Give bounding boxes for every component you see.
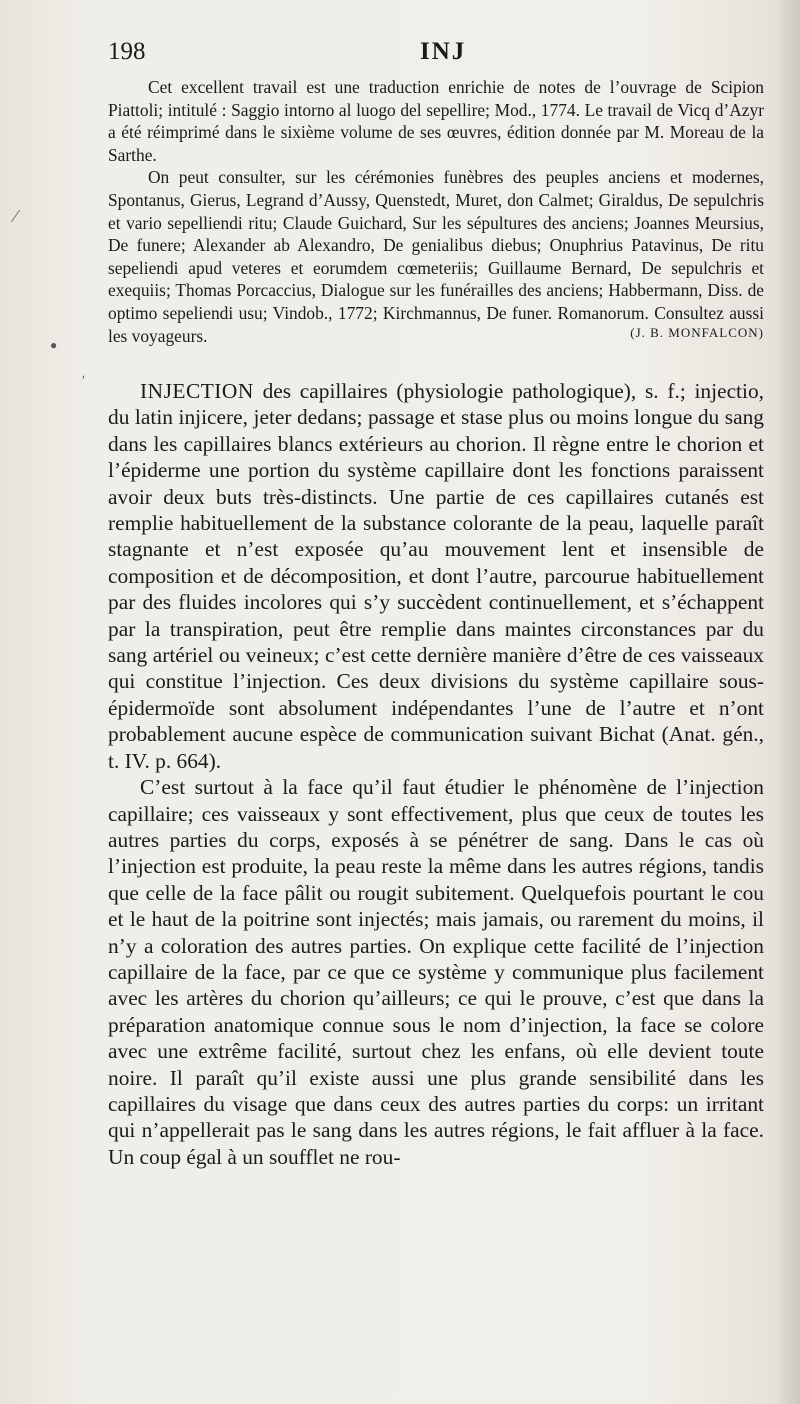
page-header bbox=[108, 38, 766, 68]
article-paragraph-text: des capillaires (physiologie pathologique), s. f.; injectio, du latin injicere, jeter dedans; passage et stase plus ou moins longue du sang dans les capillaires blancs extérieurs au chorion. Il règne entre le chorion et l’épiderme une portion du système capillaire dont les fonctions paraissent avoir deux buts très-distincts. Une partie de ces capillaires cutanés est remplie habituellement de la substance colorante de la peau, laquelle paraît stagnante et n’est exposée qu’au mouvement lent et insensible de composition et de décomposition, et dont l’autre, parcourue habituellement par des fluides incolores qui s’y succèdent continuellement, et s’échappent par la transpiration, peut être remplie dans maintes circonstances par du sang artériel ou veineux; c’est cette dernière manière d’être de ces vaisseaux qui constitue l’injection. Ces deux divisions du système capillaire sous-épidermoïde sont absolument indépendantes l’une de l’autre et n’ont probablement aucune espèce de communication suivant Bichat (Anat. gén., t. IV. p. 664). bbox=[108, 379, 764, 773]
article-paragraph bbox=[108, 378, 764, 774]
author-signature: (J. B. MONFALCON) bbox=[630, 325, 764, 341]
article-injection bbox=[108, 378, 764, 1170]
margin-pencil-mark: ⁄ bbox=[14, 206, 18, 226]
note-paragraph: Cet excellent travail est une traduction enrichie de notes de l’ouvrage de Scipion Piattoli; intitulé : Saggio intorno al luogo del sepellire; Mod., 1774. Le travail de Vicq d’Azyr a été réimprimé dans le sixième volume de ses œuvres, édition donnée par M. Moreau de la Sarthe. bbox=[108, 77, 764, 165]
margin-dot-mark: ● bbox=[50, 338, 58, 352]
page-number: 198 bbox=[108, 38, 146, 65]
article-headword: INJECTION bbox=[140, 379, 254, 403]
margin-tick-mark: ʹ bbox=[82, 374, 86, 389]
running-head: INJ bbox=[420, 38, 467, 65]
article-paragraph: C’est surtout à la face qu’il faut étudier le phénomène de l’injection capillaire; ces vaisseaux y sont effectivement, plus que ceux de toutes les autres parties du corps, exposés à se pénétrer de sang. Dans le cas où l’injection est produite, la peau reste la même dans les autres régions, tandis que celle de la face pâlit ou rougit subitement. Quelquefois pourtant le cou et le haut de la poitrine sont injectés; mais jamais, ou rarement du moins, il n’y a coloration des autres parties. On explique cette facilité de l’injection capillaire de la face, par ce que ce système y communique plus facilement avec les artères du chorion qu’ailleurs; ce qui le prouve, c’est que dans la préparation anatomique connue sous le nom d’injection, la face se colore avec une extrême facilité, surtout chez les enfans, où elle devient toute noire. Il paraît qu’il existe aussi une plus grande sensibilité dans les capillaires du visage que dans ceux des autres parties du corps: un irritant qui n’appellerait pas le sang dans les autres régions, le fait affluer à la face. Un coup égal à un soufflet ne rou- bbox=[108, 775, 764, 1169]
previous-article-note bbox=[108, 76, 764, 346]
note-paragraph: On peut consulter, sur les cérémonies funèbres des peuples anciens et modernes, Spontanus, Gierus, Legrand d’Aussy, Quenstedt, Muret, don Calmet; Giraldus, De sepulchris et vario sepelliendi ritu; Claude Guichard, Sur les sépultures des anciens; Joannes Meursius, De funere; Alexander ab Alexandro, De genialibus diebus; Onuphrius Patavinus, De ritu sepeliendi apud veteres et eorumdem cœmeteriis; Guillaume Bernard, De sepulchris et exequiis; Thomas Porcaccius, Dialogue sur les funérailles des anciens; Habbermann, Diss. de optimo sepeliendi usu; Vindob., 1772; Kirchmannus, De funer. Romanorum. Consultez aussi les voyageurs. bbox=[108, 167, 764, 346]
